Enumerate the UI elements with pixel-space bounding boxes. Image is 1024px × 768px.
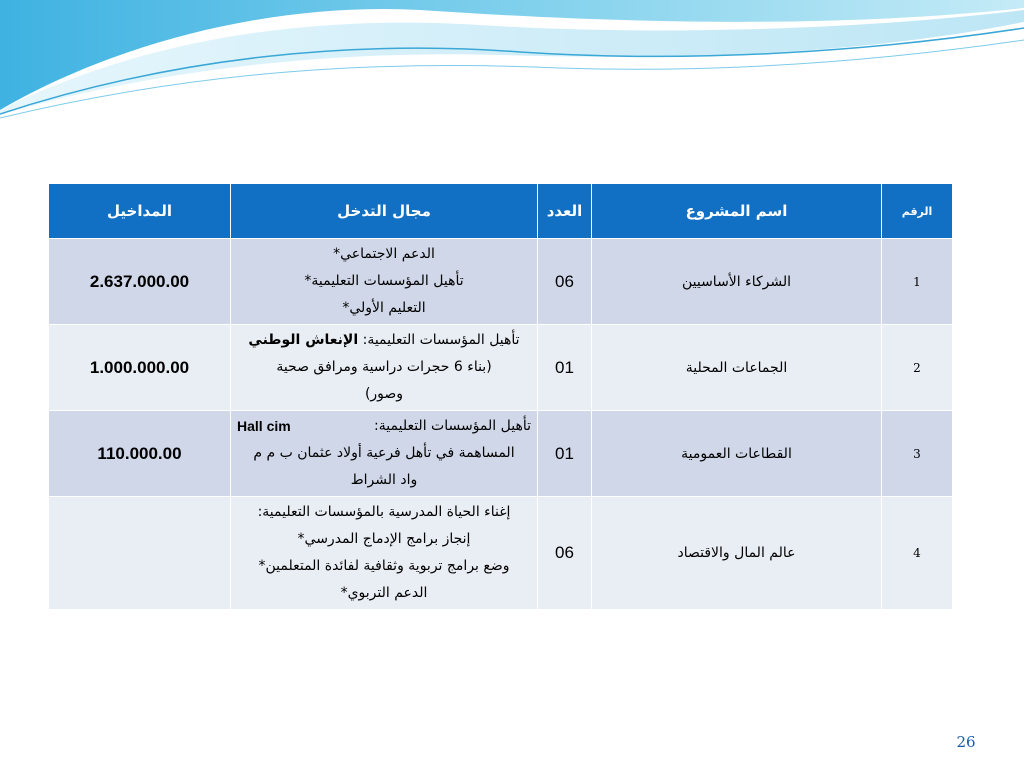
cell-count: 01 — [538, 325, 592, 411]
table-row — [49, 325, 953, 411]
page-number: 26 — [956, 733, 976, 751]
cell-project-name: الشركاء الأساسيين — [592, 239, 882, 325]
projects-table-container — [48, 183, 952, 610]
cell-income — [49, 497, 231, 610]
cell-count: 01 — [538, 411, 592, 497]
cell-project-name: القطاعات العمومية — [592, 411, 882, 497]
projects-table — [48, 183, 953, 610]
field-line: واد الشراط — [350, 472, 418, 488]
cell-income: 110.000.00 — [49, 411, 231, 497]
header-project-name: اسم المشروع — [592, 184, 882, 239]
field-line: المساهمة في تأهل فرعية أولاد عثمان ب م م — [253, 445, 515, 461]
table-header-row — [49, 184, 953, 239]
cell-id: 2 — [882, 325, 953, 411]
field-line: إغناء الحياة المدرسية بالمؤسسات التعليمية: — [257, 504, 511, 520]
cell-project-name: عالم المال والاقتصاد — [592, 497, 882, 610]
cell-income: 2.637.000.00 — [49, 239, 231, 325]
field-line-first — [237, 327, 531, 354]
table-row — [49, 411, 953, 497]
field-prefix: تأهيل المؤسسات التعليمية: — [374, 418, 531, 434]
field-line: الدعم التربوي* — [340, 585, 428, 601]
field-line: التعليم الأولي* — [342, 300, 426, 316]
field-bold-text: الإنعاش الوطني — [248, 332, 359, 348]
cell-project-name: الجماعات المحلية — [592, 325, 882, 411]
table-row — [49, 497, 953, 610]
header-count: العدد — [538, 184, 592, 239]
field-prefix: تأهيل المؤسسات التعليمية: — [362, 332, 520, 348]
field-latin-text: Hall cim — [237, 418, 291, 434]
field-line: وصور) — [364, 386, 404, 402]
field-line: إنجاز برامج الإدماج المدرسي* — [297, 531, 471, 547]
field-line-first — [237, 413, 531, 440]
header-field: مجال التدخل — [231, 184, 538, 239]
cell-field — [231, 239, 538, 325]
cell-income: 1.000.000.00 — [49, 325, 231, 411]
cell-count: 06 — [538, 497, 592, 610]
field-line: الدعم الاجتماعي* — [333, 246, 435, 262]
cell-count: 06 — [538, 239, 592, 325]
field-line: تأهيل المؤسسات التعليمية* — [304, 273, 464, 289]
cell-field — [231, 497, 538, 610]
cell-id: 3 — [882, 411, 953, 497]
field-line: وضع برامج تربوية وثقافية لفائدة المتعلمين* — [258, 558, 510, 574]
cell-id: 1 — [882, 239, 953, 325]
table-row — [49, 239, 953, 325]
field-line: (بناء 6 حجرات دراسية ومرافق صحية — [276, 359, 492, 375]
cell-id: 4 — [882, 497, 953, 610]
header-id: الرقم — [882, 184, 953, 239]
header-income: المداخيل — [49, 184, 231, 239]
cell-field — [231, 325, 538, 411]
cell-field — [231, 411, 538, 497]
header-wave-decoration — [0, 0, 1024, 130]
